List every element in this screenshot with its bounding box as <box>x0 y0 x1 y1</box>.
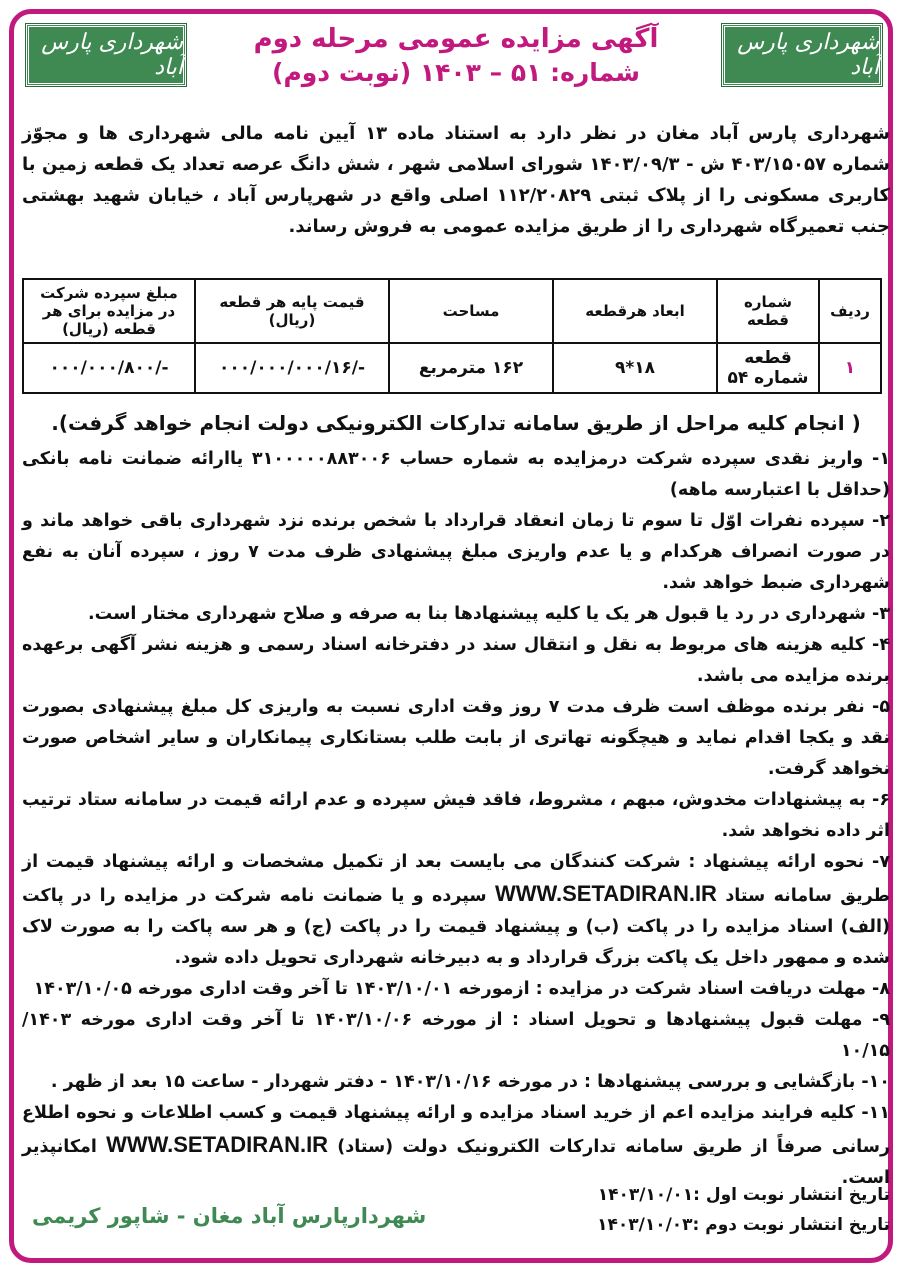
table-cell: ۱۸*۹ <box>553 343 717 393</box>
logo-text: شهرداری پارس آباد <box>41 30 183 80</box>
page-title: آگهی مزایده عمومی مرحله دوم <box>253 24 659 54</box>
clause-1: ۱- واریز نقدی سپرده شرکت درمزایده به شماره حساب ۳۱۰۰۰۰۰۸۸۳۰۰۶ یاارائه ضمانت نامه بانکی (حداقل با اعتبارسه ماهه) <box>22 449 891 500</box>
clause-11-end: امکانپذیر است. <box>22 1137 890 1188</box>
column-header: قیمت پایه هر قطعه (ریال) <box>195 279 389 343</box>
intro-paragraph: شهرداری پارس آباد مغان در نظر دارد به استناد ماده ۱۳ آیین نامه مالی شهرداری ها و مجوّز شماره ۴۰۳/۱۵۰۵۷ ش - ۱۴۰۳/۰۹/۳ شورای اسلامی شهر ، شش دانگ عرصه تعداد یک قطعه زمین با کاربری مسکونی را از پلاک ثبتی ۱۱۲/۲۰۸۲۹ اصلی واقع در شهرپارس آباد ، خیابان شهید بهشتی جنب تعمیرگاه شهرداری را از طریق مزایده عمومی به فروش رساند. <box>22 123 890 237</box>
website-link[interactable]: WWW.SETADIRAN.IR <box>494 881 717 906</box>
table-header-row <box>23 279 881 343</box>
logo-text: شهرداری پارس آباد <box>737 30 879 80</box>
notice-number: شماره: ۵۱ – ۱۴۰۳ (نوبت دوم) <box>272 58 640 87</box>
clauses-list <box>22 444 890 1194</box>
clause-7-end: سپرده و یا ضمانت نامه شرکت در مزایده را در پاکت (الف) اسناد مزایده را در پاکت (ب) و پیشنهاد قیمت را در پاکت (ج) و هر سه پاکت را به صورت لاک شده و ممهور داخل یک پاکت بزرگ قرارداد و به دبیرخانه شهرداری تحویل داده شود. <box>22 886 890 968</box>
table-cell: ۱۶۲ مترمربع <box>389 343 553 393</box>
first-publication-date: تاریخ انتشار نوبت اول :۱۴۰۳/۱۰/۰۱ <box>597 1185 890 1205</box>
signature: شهردارپارس آباد مغان - شاپور کریمی <box>32 1204 427 1228</box>
clause-9: ۹- مهلت قبول پیشنهادها و تحویل اسناد : از مورخه ۱۴۰۳/۱۰/۰۶ تا آخر وقت اداری مورخه ۱۴۰۳/ ۱۰/۱۵ <box>22 1010 890 1061</box>
column-header: مساحت <box>389 279 553 343</box>
table-cell: -/۰۰۰/۰۰۰/۸۰۰ <box>23 343 195 393</box>
clause-6: ۶- به پیشنهادات مخدوش، مبهم ، مشروط، فاقد فیش سپرده و عدم ارائه قیمت در سامانه ستاد ترتیب اثر داده نخواهد شد. <box>22 790 890 841</box>
clause-8: ۸- مهلت دریافت اسناد شرکت در مزایده : ازمورخه ۱۴۰۳/۱۰/۰۱ تا آخر وقت اداری مورخه ۱۴۰۳/۱۰/۰۵ <box>33 979 890 999</box>
clause-5: ۵- نفر برنده موظف است ظرف مدت ۷ روز وقت اداری نسبت به واریزی کل مبلغ پیشنهادی بصورت نقد و یکجا اقدام نماید و هیچگونه تهاتری از بابت طلب بستانکاری پیمانکاران و سایر اشخاص صورت نخواهد گرفت. <box>22 697 890 779</box>
table-row <box>23 343 881 393</box>
table-cell: ۱ <box>819 343 881 393</box>
column-header: شماره قطعه <box>717 279 819 343</box>
clause-4: ۴- کلیه هزینه های مربوط به نقل و انتقال سند در دفترخانه اسناد رسمی و هزینه نشر آگهی برعهده برنده مزایده می باشد. <box>22 635 890 686</box>
clause-7-start: ۷- نحوه ارائه پیشنهاد : شرکت کنندگان می بایست بعد از تکمیل مشخصات و ارائه پیشنهاد قیمت از طریق سامانه ستاد <box>22 852 891 906</box>
clause-11-start: ۱۱- کلیه فرایند مزایده اعم از خرید اسناد مزایده و ارائه پیشنهاد قیمت و کسب اطلاعات و نحوه اطلاع رسانی صرفاً از طریق سامانه تدارکات الکترونیک دولت (ستاد) <box>22 1103 891 1157</box>
clause-3: ۳- شهرداری در رد یا قبول هر یک یا کلیه پیشنهادها بنا به صرفه و صلاح شهرداری مختار است. <box>88 604 890 624</box>
notice-header <box>212 22 700 90</box>
auction-table <box>22 278 882 394</box>
second-publication-date: تاریخ انتشار نوبت دوم :۱۴۰۳/۱۰/۰۳ <box>597 1215 890 1235</box>
column-header: مبلغ سپرده شرکت در مزایده برای هر قطعه (ریال) <box>23 279 195 343</box>
municipality-logo-left <box>26 24 186 86</box>
publication-dates <box>597 1180 890 1240</box>
website-link[interactable]: WWW.SETADIRAN.IR <box>106 1132 329 1157</box>
municipality-logo-right <box>722 24 882 86</box>
clause-7 <box>22 847 890 974</box>
table-cell: قطعه شماره ۵۴ <box>717 343 819 393</box>
clause-10: ۱۰- بازگشایی و بررسی پیشنهادها : در مورخه ۱۴۰۳/۱۰/۱۶ - دفتر شهردار - ساعت ۱۵ بعد از ظهر . <box>50 1072 890 1092</box>
electronic-notice: ( انجام کلیه مراحل از طریق سامانه تدارکات الکترونیکی دولت انجام خواهد گرفت). <box>51 411 861 435</box>
table-cell: -/۰۰۰/۰۰۰/۰۰۰/۱۶ <box>195 343 389 393</box>
column-header: ابعاد هرقطعه <box>553 279 717 343</box>
clause-2: ۲- سپرده نفرات اوّل تا سوم تا زمان انعقاد قرارداد با شخص برنده نزد شهرداری باقی خواهد ماند و در صورت انصراف هرکدام و یا عدم واریزی مبلغ پیشنهادی ظرف مدت ۷ روز ، سپرده آنان به نفع شهرداری ضبط خواهد شد. <box>22 511 890 593</box>
column-header: ردیف <box>819 279 881 343</box>
notice-body <box>22 20 890 1260</box>
